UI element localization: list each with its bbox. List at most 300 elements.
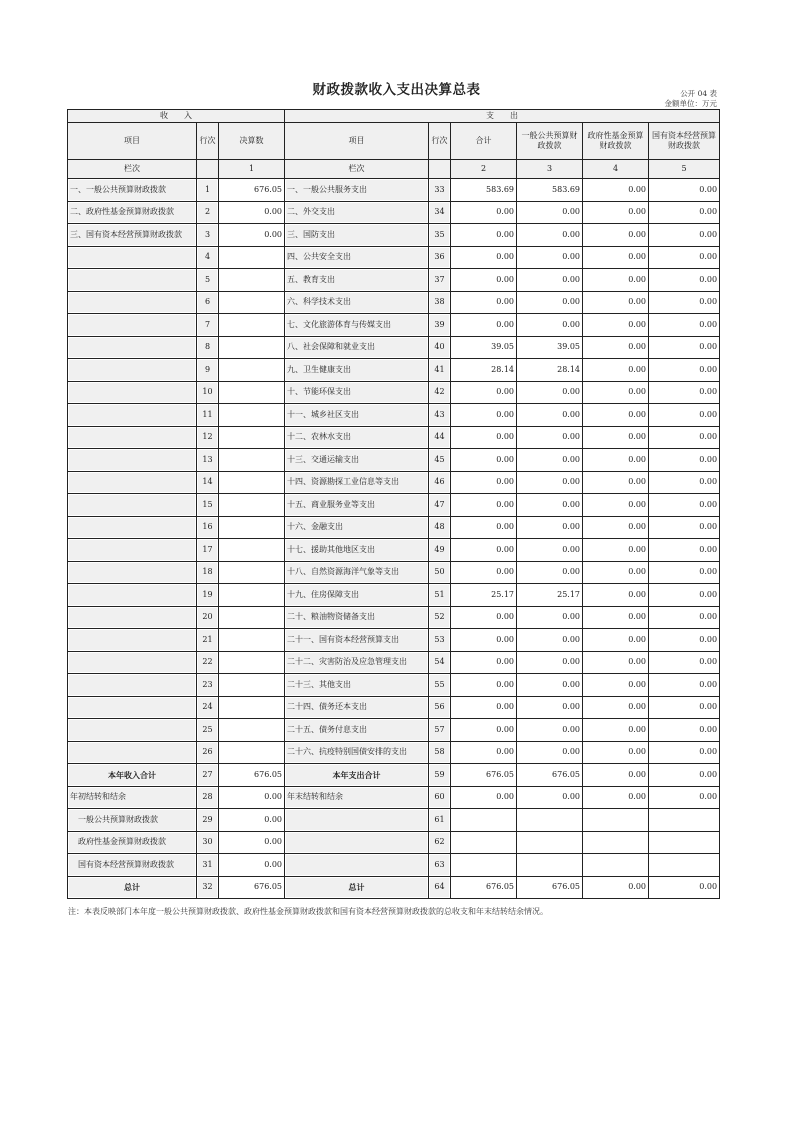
- expense-item: [285, 831, 429, 854]
- expense-total: 0.00: [451, 314, 517, 337]
- table-row: [68, 854, 720, 877]
- fund-budget-amount: [583, 854, 649, 877]
- income-row-no: 10: [197, 381, 219, 404]
- fund-budget-amount: 0.00: [583, 359, 649, 382]
- income-amount: [219, 539, 285, 562]
- general-budget-amount: 25.17: [517, 584, 583, 607]
- income-item: 一般公共预算财政拨款: [68, 809, 197, 832]
- expense-item: 十七、援助其他地区支出: [285, 539, 429, 562]
- general-budget-amount: [517, 854, 583, 877]
- expense-item: [285, 854, 429, 877]
- expense-item: 二十五、债务付息支出: [285, 719, 429, 742]
- table-row: [68, 831, 720, 854]
- table-row: [68, 471, 720, 494]
- income-item: [68, 719, 197, 742]
- expense-row-no: 39: [429, 314, 451, 337]
- income-amount: 676.05: [219, 764, 285, 787]
- income-amount: [219, 674, 285, 697]
- table-row: [68, 426, 720, 449]
- expense-item: 十、节能环保支出: [285, 381, 429, 404]
- income-amount: [219, 719, 285, 742]
- expense-item-header: 项目: [285, 123, 429, 160]
- general-budget-amount: 0.00: [517, 224, 583, 247]
- expense-item: 六、科学技术支出: [285, 291, 429, 314]
- expense-total: 0.00: [451, 629, 517, 652]
- expense-total: 583.69: [451, 179, 517, 202]
- expense-total: 0.00: [451, 291, 517, 314]
- table-row: [68, 269, 720, 292]
- expense-total: 0.00: [451, 696, 517, 719]
- fund-budget-amount: 0.00: [583, 224, 649, 247]
- income-row-no: 11: [197, 404, 219, 427]
- state-capital-amount: 0.00: [649, 741, 720, 764]
- fund-budget-header: 政府性基金预算财政拨款: [583, 123, 649, 160]
- income-item: [68, 404, 197, 427]
- footnote: 注：本表反映部门本年度一般公共预算财政拨款、政府性基金预算财政拨款和国有资本经营预算财政拨款的总收支和年末结转结余情况。: [68, 907, 548, 916]
- table-row: [68, 719, 720, 742]
- table-row: [68, 246, 720, 269]
- fund-budget-amount: [583, 809, 649, 832]
- fund-budget-amount: 0.00: [583, 629, 649, 652]
- income-row-no: 26: [197, 741, 219, 764]
- general-budget-amount: 0.00: [517, 561, 583, 584]
- fund-budget-amount: 0.00: [583, 471, 649, 494]
- income-amount: 0.00: [219, 831, 285, 854]
- income-item: [68, 651, 197, 674]
- state-capital-amount: 0.00: [649, 359, 720, 382]
- income-row-no: 30: [197, 831, 219, 854]
- income-item: 年初结转和结余: [68, 786, 197, 809]
- state-capital-amount: [649, 854, 720, 877]
- general-budget-amount: 0.00: [517, 404, 583, 427]
- income-row-no: 23: [197, 674, 219, 697]
- income-amount: [219, 426, 285, 449]
- expense-item: 十五、商业服务业等支出: [285, 494, 429, 517]
- general-budget-header: 一般公共预算财政拨款: [517, 123, 583, 160]
- income-row-no: 13: [197, 449, 219, 472]
- expense-item: 十三、交通运输支出: [285, 449, 429, 472]
- form-number: 公开 04 表: [680, 89, 717, 98]
- state-capital-amount: 0.00: [649, 404, 720, 427]
- state-capital-amount: 0.00: [649, 629, 720, 652]
- fund-budget-amount: 0.00: [583, 651, 649, 674]
- expense-total: 0.00: [451, 404, 517, 427]
- state-capital-amount: 0.00: [649, 786, 720, 809]
- expense-total: 676.05: [451, 764, 517, 787]
- state-capital-amount: 0.00: [649, 764, 720, 787]
- income-amount: [219, 561, 285, 584]
- expense-total: 0.00: [451, 471, 517, 494]
- income-row-no: 32: [197, 876, 219, 899]
- income-item: [68, 291, 197, 314]
- table-row: [68, 629, 720, 652]
- expense-item: 三、国防支出: [285, 224, 429, 247]
- income-amount: 0.00: [219, 224, 285, 247]
- fund-budget-amount: 0.00: [583, 741, 649, 764]
- expense-row-no: 38: [429, 291, 451, 314]
- income-item: 国有资本经营预算财政拨款: [68, 854, 197, 877]
- expense-total: 0.00: [451, 224, 517, 247]
- income-row-no: 1: [197, 179, 219, 202]
- expense-row-no: 63: [429, 854, 451, 877]
- income-item: [68, 584, 197, 607]
- fund-budget-amount: 0.00: [583, 201, 649, 224]
- fund-budget-amount: 0.00: [583, 786, 649, 809]
- general-budget-amount: 0.00: [517, 381, 583, 404]
- income-row-no: 14: [197, 471, 219, 494]
- expense-total: [451, 809, 517, 832]
- expense-total: 0.00: [451, 246, 517, 269]
- income-amount: [219, 629, 285, 652]
- table-row: [68, 876, 720, 899]
- state-capital-amount: [649, 809, 720, 832]
- fund-budget-amount: 0.00: [583, 179, 649, 202]
- income-item: [68, 674, 197, 697]
- income-item: 总计: [68, 876, 197, 899]
- income-amount: [219, 696, 285, 719]
- general-budget-amount: 39.05: [517, 336, 583, 359]
- expense-item: 十八、自然资源海洋气象等支出: [285, 561, 429, 584]
- income-amount: 676.05: [219, 179, 285, 202]
- header-row-sections: [68, 110, 720, 123]
- income-item: [68, 494, 197, 517]
- table-row: [68, 516, 720, 539]
- income-row-no: 17: [197, 539, 219, 562]
- general-budget-amount: 0.00: [517, 741, 583, 764]
- income-item: [68, 516, 197, 539]
- state-capital-amount: 0.00: [649, 696, 720, 719]
- expense-row-no-header: 行次: [429, 123, 451, 160]
- general-budget-amount: 0.00: [517, 314, 583, 337]
- income-amount: [219, 516, 285, 539]
- income-column-label: 栏次: [68, 160, 197, 179]
- general-budget-amount: 0.00: [517, 651, 583, 674]
- expense-row-no: 52: [429, 606, 451, 629]
- general-budget-amount: 28.14: [517, 359, 583, 382]
- income-item-header: 项目: [68, 123, 197, 160]
- state-capital-amount: [649, 831, 720, 854]
- income-amount: [219, 291, 285, 314]
- fund-budget-amount: 0.00: [583, 269, 649, 292]
- state-capital-amount: 0.00: [649, 876, 720, 899]
- state-capital-amount: 0.00: [649, 494, 720, 517]
- fund-budget-amount: 0.00: [583, 291, 649, 314]
- income-row-no: 29: [197, 809, 219, 832]
- income-row-no: 27: [197, 764, 219, 787]
- income-row-no: 19: [197, 584, 219, 607]
- expense-total: 0.00: [451, 201, 517, 224]
- general-budget-amount: 0.00: [517, 201, 583, 224]
- column-number-3: 3: [517, 160, 583, 179]
- state-capital-header: 国有资本经营预算财政拨款: [649, 123, 720, 160]
- state-capital-amount: 0.00: [649, 179, 720, 202]
- fund-budget-amount: [583, 831, 649, 854]
- state-capital-amount: 0.00: [649, 719, 720, 742]
- expense-total: 0.00: [451, 449, 517, 472]
- state-capital-amount: 0.00: [649, 516, 720, 539]
- income-item: [68, 269, 197, 292]
- table-row: [68, 494, 720, 517]
- state-capital-amount: 0.00: [649, 674, 720, 697]
- table-row: [68, 539, 720, 562]
- general-budget-amount: 0.00: [517, 471, 583, 494]
- unit-label: 金额单位：万元: [664, 99, 717, 108]
- income-row-no: 20: [197, 606, 219, 629]
- empty-cell: [429, 160, 451, 179]
- income-item: [68, 426, 197, 449]
- expense-row-no: 53: [429, 629, 451, 652]
- income-row-no: 28: [197, 786, 219, 809]
- table-row: [68, 201, 720, 224]
- general-budget-amount: 0.00: [517, 606, 583, 629]
- income-amount: [219, 471, 285, 494]
- expense-item: 四、公共安全支出: [285, 246, 429, 269]
- general-budget-amount: 0.00: [517, 291, 583, 314]
- income-item: [68, 359, 197, 382]
- income-amount: 0.00: [219, 854, 285, 877]
- general-budget-amount: 0.00: [517, 246, 583, 269]
- income-item: [68, 741, 197, 764]
- expense-section-header: 支 出: [285, 110, 720, 123]
- expense-column-label: 栏次: [285, 160, 429, 179]
- income-item: [68, 314, 197, 337]
- fund-budget-amount: 0.00: [583, 561, 649, 584]
- income-amount: [219, 359, 285, 382]
- expense-item: 二十二、灾害防治及应急管理支出: [285, 651, 429, 674]
- table-row: [68, 224, 720, 247]
- income-row-no-header: 行次: [197, 123, 219, 160]
- column-number-2: 2: [451, 160, 517, 179]
- fund-budget-amount: 0.00: [583, 426, 649, 449]
- expense-total: 0.00: [451, 561, 517, 584]
- general-budget-amount: 583.69: [517, 179, 583, 202]
- general-budget-amount: 0.00: [517, 786, 583, 809]
- expense-row-no: 44: [429, 426, 451, 449]
- header-row-column-numbers: [68, 160, 720, 179]
- expense-total: 39.05: [451, 336, 517, 359]
- income-row-no: 12: [197, 426, 219, 449]
- table-row: [68, 764, 720, 787]
- expense-item: 七、文化旅游体育与传媒支出: [285, 314, 429, 337]
- general-budget-amount: 0.00: [517, 449, 583, 472]
- state-capital-amount: 0.00: [649, 246, 720, 269]
- table-row: [68, 674, 720, 697]
- table-row: [68, 561, 720, 584]
- expense-item: 十九、住房保障支出: [285, 584, 429, 607]
- expense-item: 十一、城乡社区支出: [285, 404, 429, 427]
- income-item: 三、国有资本经营预算财政拨款: [68, 224, 197, 247]
- income-item: [68, 381, 197, 404]
- general-budget-amount: 0.00: [517, 494, 583, 517]
- column-number-4: 4: [583, 160, 649, 179]
- expense-total: 0.00: [451, 651, 517, 674]
- income-item: [68, 606, 197, 629]
- fund-budget-amount: 0.00: [583, 381, 649, 404]
- income-item: [68, 696, 197, 719]
- income-amount: 0.00: [219, 786, 285, 809]
- fund-budget-amount: 0.00: [583, 606, 649, 629]
- income-item: [68, 629, 197, 652]
- income-row-no: 21: [197, 629, 219, 652]
- expense-row-no: 36: [429, 246, 451, 269]
- state-capital-amount: 0.00: [649, 291, 720, 314]
- income-section-header: 收 入: [68, 110, 285, 123]
- income-row-no: 3: [197, 224, 219, 247]
- state-capital-amount: 0.00: [649, 381, 720, 404]
- general-budget-amount: 0.00: [517, 426, 583, 449]
- expense-row-no: 56: [429, 696, 451, 719]
- expense-total: 25.17: [451, 584, 517, 607]
- table-row: [68, 291, 720, 314]
- general-budget-amount: 0.00: [517, 719, 583, 742]
- fund-budget-amount: 0.00: [583, 674, 649, 697]
- expense-total: 0.00: [451, 606, 517, 629]
- table-row: [68, 404, 720, 427]
- expense-row-no: 64: [429, 876, 451, 899]
- expense-row-no: 49: [429, 539, 451, 562]
- column-number-1: 1: [219, 160, 285, 179]
- expense-total: 0.00: [451, 516, 517, 539]
- fund-budget-amount: 0.00: [583, 516, 649, 539]
- expense-total: [451, 854, 517, 877]
- general-budget-amount: [517, 809, 583, 832]
- expense-row-no: 35: [429, 224, 451, 247]
- expense-total: 0.00: [451, 719, 517, 742]
- expense-row-no: 43: [429, 404, 451, 427]
- expense-item: 二十六、抗疫特别国债安排的支出: [285, 741, 429, 764]
- state-capital-amount: 0.00: [649, 561, 720, 584]
- table-row: [68, 696, 720, 719]
- state-capital-amount: 0.00: [649, 584, 720, 607]
- table-row: [68, 786, 720, 809]
- income-item: 二、政府性基金预算财政拨款: [68, 201, 197, 224]
- income-row-no: 24: [197, 696, 219, 719]
- expense-total: 0.00: [451, 786, 517, 809]
- expense-row-no: 40: [429, 336, 451, 359]
- table-row: [68, 314, 720, 337]
- expense-item: 十六、金融支出: [285, 516, 429, 539]
- total-header: 合计: [451, 123, 517, 160]
- income-row-no: 8: [197, 336, 219, 359]
- income-row-no: 2: [197, 201, 219, 224]
- appropriation-summary-table: [67, 109, 720, 899]
- fund-budget-amount: 0.00: [583, 314, 649, 337]
- header-row-columns: [68, 123, 720, 160]
- expense-total: 0.00: [451, 269, 517, 292]
- income-amount: [219, 584, 285, 607]
- expense-item: [285, 809, 429, 832]
- expense-item: 年末结转和结余: [285, 786, 429, 809]
- expense-item: 二十、粮油物资储备支出: [285, 606, 429, 629]
- income-amount: [219, 314, 285, 337]
- expense-total: 676.05: [451, 876, 517, 899]
- income-row-no: 16: [197, 516, 219, 539]
- expense-item: 五、教育支出: [285, 269, 429, 292]
- table-row: [68, 584, 720, 607]
- table-row: [68, 336, 720, 359]
- expense-row-no: 60: [429, 786, 451, 809]
- expense-item: 总计: [285, 876, 429, 899]
- table-row: [68, 741, 720, 764]
- expense-item: 一、一般公共服务支出: [285, 179, 429, 202]
- fund-budget-amount: 0.00: [583, 764, 649, 787]
- expense-row-no: 48: [429, 516, 451, 539]
- expense-row-no: 55: [429, 674, 451, 697]
- fund-budget-amount: 0.00: [583, 246, 649, 269]
- income-amount: [219, 246, 285, 269]
- income-amount: [219, 404, 285, 427]
- expense-item: 十二、农林水支出: [285, 426, 429, 449]
- expense-row-no: 46: [429, 471, 451, 494]
- expense-row-no: 45: [429, 449, 451, 472]
- expense-item: 二十一、国有资本经营预算支出: [285, 629, 429, 652]
- general-budget-amount: 676.05: [517, 764, 583, 787]
- income-row-no: 31: [197, 854, 219, 877]
- expense-total: 0.00: [451, 426, 517, 449]
- table-row: [68, 179, 720, 202]
- income-row-no: 22: [197, 651, 219, 674]
- expense-total: 0.00: [451, 494, 517, 517]
- income-row-no: 9: [197, 359, 219, 382]
- fund-budget-amount: 0.00: [583, 494, 649, 517]
- expense-row-no: 37: [429, 269, 451, 292]
- expense-item: 二、外交支出: [285, 201, 429, 224]
- fund-budget-amount: 0.00: [583, 584, 649, 607]
- income-item: [68, 539, 197, 562]
- income-item: [68, 246, 197, 269]
- state-capital-amount: 0.00: [649, 314, 720, 337]
- expense-item: 十四、资源勘探工业信息等支出: [285, 471, 429, 494]
- income-row-no: 15: [197, 494, 219, 517]
- expense-row-no: 58: [429, 741, 451, 764]
- expense-row-no: 42: [429, 381, 451, 404]
- income-amount: 676.05: [219, 876, 285, 899]
- income-amount: 0.00: [219, 809, 285, 832]
- table-row: [68, 651, 720, 674]
- expense-item: 二十三、其他支出: [285, 674, 429, 697]
- expense-row-no: 33: [429, 179, 451, 202]
- income-item: [68, 561, 197, 584]
- table-row: [68, 809, 720, 832]
- expense-total: 0.00: [451, 381, 517, 404]
- expense-row-no: 54: [429, 651, 451, 674]
- income-item: 一、一般公共预算财政拨款: [68, 179, 197, 202]
- general-budget-amount: [517, 831, 583, 854]
- state-capital-amount: 0.00: [649, 449, 720, 472]
- income-item: [68, 449, 197, 472]
- table-row: [68, 381, 720, 404]
- fund-budget-amount: 0.00: [583, 539, 649, 562]
- page-title: 财政拨款收入支出决算总表: [312, 82, 481, 98]
- income-item: 本年收入合计: [68, 764, 197, 787]
- general-budget-amount: 0.00: [517, 629, 583, 652]
- income-row-no: 18: [197, 561, 219, 584]
- state-capital-amount: 0.00: [649, 201, 720, 224]
- state-capital-amount: 0.00: [649, 539, 720, 562]
- income-amount: [219, 651, 285, 674]
- fund-budget-amount: 0.00: [583, 404, 649, 427]
- expense-row-no: 61: [429, 809, 451, 832]
- income-amount: [219, 606, 285, 629]
- fund-budget-amount: 0.00: [583, 876, 649, 899]
- general-budget-amount: 676.05: [517, 876, 583, 899]
- expense-item: 二十四、债务还本支出: [285, 696, 429, 719]
- fund-budget-amount: 0.00: [583, 696, 649, 719]
- table-row: [68, 359, 720, 382]
- income-item: [68, 471, 197, 494]
- expense-row-no: 57: [429, 719, 451, 742]
- income-amount: [219, 741, 285, 764]
